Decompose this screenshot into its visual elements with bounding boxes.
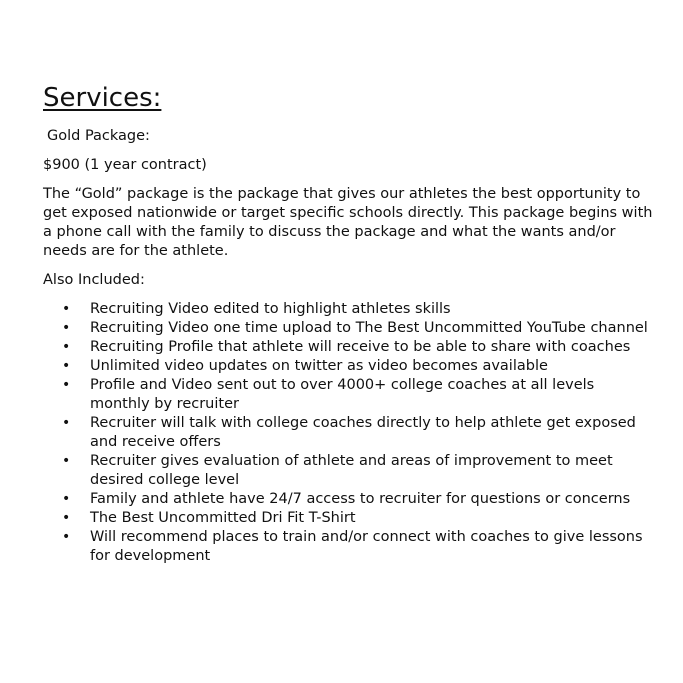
bullet-icon: •: [62, 453, 71, 469]
list-item: [43, 509, 658, 528]
bullet-icon: •: [62, 491, 71, 507]
list-item-text: Will recommend places to train and/or connect with coaches to give lessons for development: [90, 529, 643, 564]
also-included-label: Also Included:: [43, 272, 145, 288]
list-item: [43, 300, 658, 319]
document-page: [43, 82, 658, 566]
bullet-icon: •: [62, 320, 71, 336]
list-item-text: Recruiting Video edited to highlight athletes skills: [90, 301, 451, 317]
list-item: [43, 338, 658, 357]
list-item-text: The Best Uncommitted Dri Fit T-Shirt: [90, 510, 356, 526]
page-title: Services:: [43, 83, 162, 113]
package-name: Gold Package:: [47, 128, 150, 144]
list-item-text: Profile and Video sent out to over 4000+ college coaches at all levels monthly by recruiter: [90, 377, 595, 412]
list-item: [43, 452, 658, 490]
bullet-icon: •: [62, 358, 71, 374]
list-item: [43, 490, 658, 509]
list-item-text: Family and athlete have 24/7 access to recruiter for questions or concerns: [90, 491, 631, 507]
bullet-icon: •: [62, 377, 71, 393]
list-item-text: Recruiter gives evaluation of athlete and areas of improvement to meet desired college level: [90, 453, 613, 488]
bullet-icon: •: [62, 415, 71, 431]
list-item: [43, 414, 658, 452]
list-item: [43, 528, 658, 566]
list-item: [43, 357, 658, 376]
package-description: The “Gold” package is the package that gives our athletes the best opportunity to get exposed nationwide or target specific schools directly. This package begins with a phone call with the family to discuss the package and what the wants and/or needs are for the athlete.: [43, 186, 653, 259]
list-item: [43, 376, 658, 414]
list-item-text: Recruiter will talk with college coaches directly to help athlete get exposed and receive offers: [90, 415, 636, 450]
package-price: $900 (1 year contract): [43, 157, 207, 173]
list-item: [43, 319, 658, 338]
included-items-list: [43, 300, 658, 566]
list-item-text: Recruiting Video one time upload to The Best Uncommitted YouTube channel: [90, 320, 648, 336]
bullet-icon: •: [62, 529, 71, 545]
list-item-text: Recruiting Profile that athlete will receive to be able to share with coaches: [90, 339, 631, 355]
list-item-text: Unlimited video updates on twitter as video becomes available: [90, 358, 548, 374]
bullet-icon: •: [62, 510, 71, 526]
bullet-icon: •: [62, 339, 71, 355]
bullet-icon: •: [62, 301, 71, 317]
